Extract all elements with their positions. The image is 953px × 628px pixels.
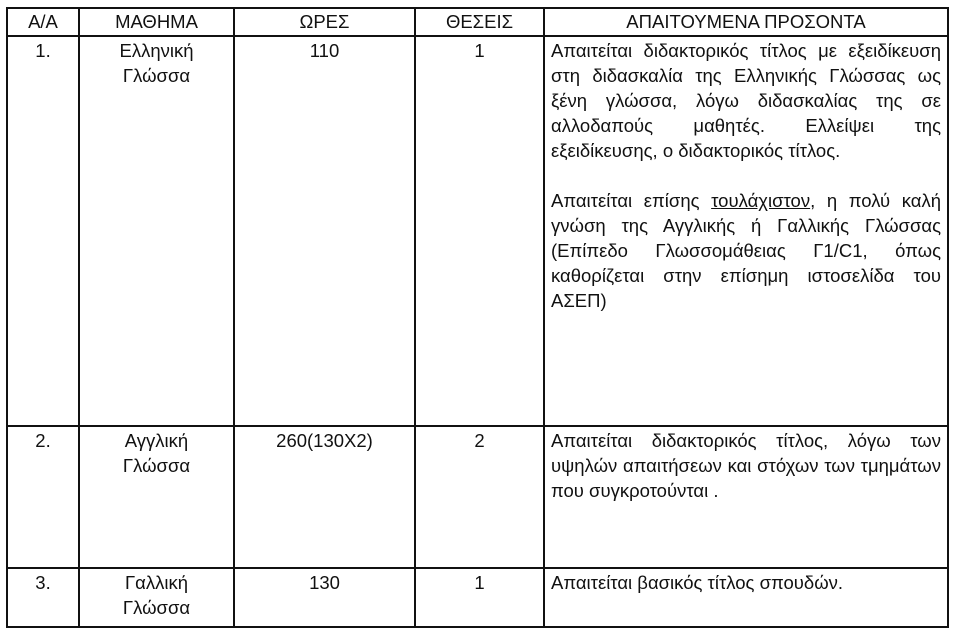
- subject-line: Γλώσσα: [122, 597, 191, 618]
- subject-cell: [79, 568, 234, 627]
- requirement-text: Απαιτείται επίσης: [551, 190, 712, 211]
- subject-line: Αγγλική: [124, 430, 189, 451]
- requirements-cell: [544, 568, 948, 627]
- hours-cell: 130: [234, 568, 415, 627]
- requirement-text: , η πολύ καλή γνώση της Αγγλικής ή Γαλλικής Γλώσσας (Επίπεδο Γλωσσομάθειας Γ1/C1, όπως καθορίζεται στην επίσημη ιστοσελίδα του ΑΣΕΠ): [551, 190, 941, 311]
- requirement-emphasis: τουλάχιστον: [711, 190, 811, 211]
- subject-line: Γλώσσα: [122, 455, 191, 476]
- subject-cell: [79, 426, 234, 568]
- requirements-cell: [544, 36, 948, 426]
- requirements-cell: [544, 426, 948, 568]
- hours-cell: 110: [234, 36, 415, 426]
- header-requirements: ΑΠΑΙΤΟΥΜΕΝΑ ΠΡΟΣΟΝΤΑ: [544, 8, 948, 36]
- subject-cell: [79, 36, 234, 426]
- requirement-paragraph: Απαιτείται διδακτορικός τίτλος, λόγω των υψηλών απαιτήσεων και στόχων των τμημάτων που συγκροτούνται .: [551, 430, 941, 501]
- requirement-paragraph: Απαιτείται διδακτορικός τίτλος με εξειδίκευση στη διδασκαλία της Ελληνικής Γλώσσας ως ξένη γλώσσα, λόγω διδασκαλίας της σε αλλοδαπούς μαθητές. Ελλείψει της εξειδίκευσης, ο διδακτορικός τίτλος.: [551, 40, 941, 161]
- subject-line: Ελληνική: [119, 40, 194, 61]
- table-row: [7, 426, 948, 568]
- header-positions: ΘΕΣΕΙΣ: [415, 8, 544, 36]
- row-number: 3.: [7, 568, 79, 627]
- table-row: [7, 36, 948, 426]
- positions-table: [6, 7, 949, 628]
- positions-cell: 1: [415, 36, 544, 426]
- requirement-paragraph: Απαιτείται βασικός τίτλος σπουδών.: [551, 572, 844, 593]
- header-hours: ΩΡΕΣ: [234, 8, 415, 36]
- table-header-row: [7, 8, 948, 36]
- subject-line: Γαλλική: [124, 572, 189, 593]
- header-subject: ΜΑΘΗΜΑ: [79, 8, 234, 36]
- row-number: 2.: [7, 426, 79, 568]
- hours-cell: 260(130Χ2): [234, 426, 415, 568]
- subject-line: Γλώσσα: [122, 65, 191, 86]
- table-row: [7, 568, 948, 627]
- positions-cell: 2: [415, 426, 544, 568]
- row-number: 1.: [7, 36, 79, 426]
- requirement-paragraph: [551, 188, 941, 313]
- header-aa: Α/Α: [7, 8, 79, 36]
- positions-cell: 1: [415, 568, 544, 627]
